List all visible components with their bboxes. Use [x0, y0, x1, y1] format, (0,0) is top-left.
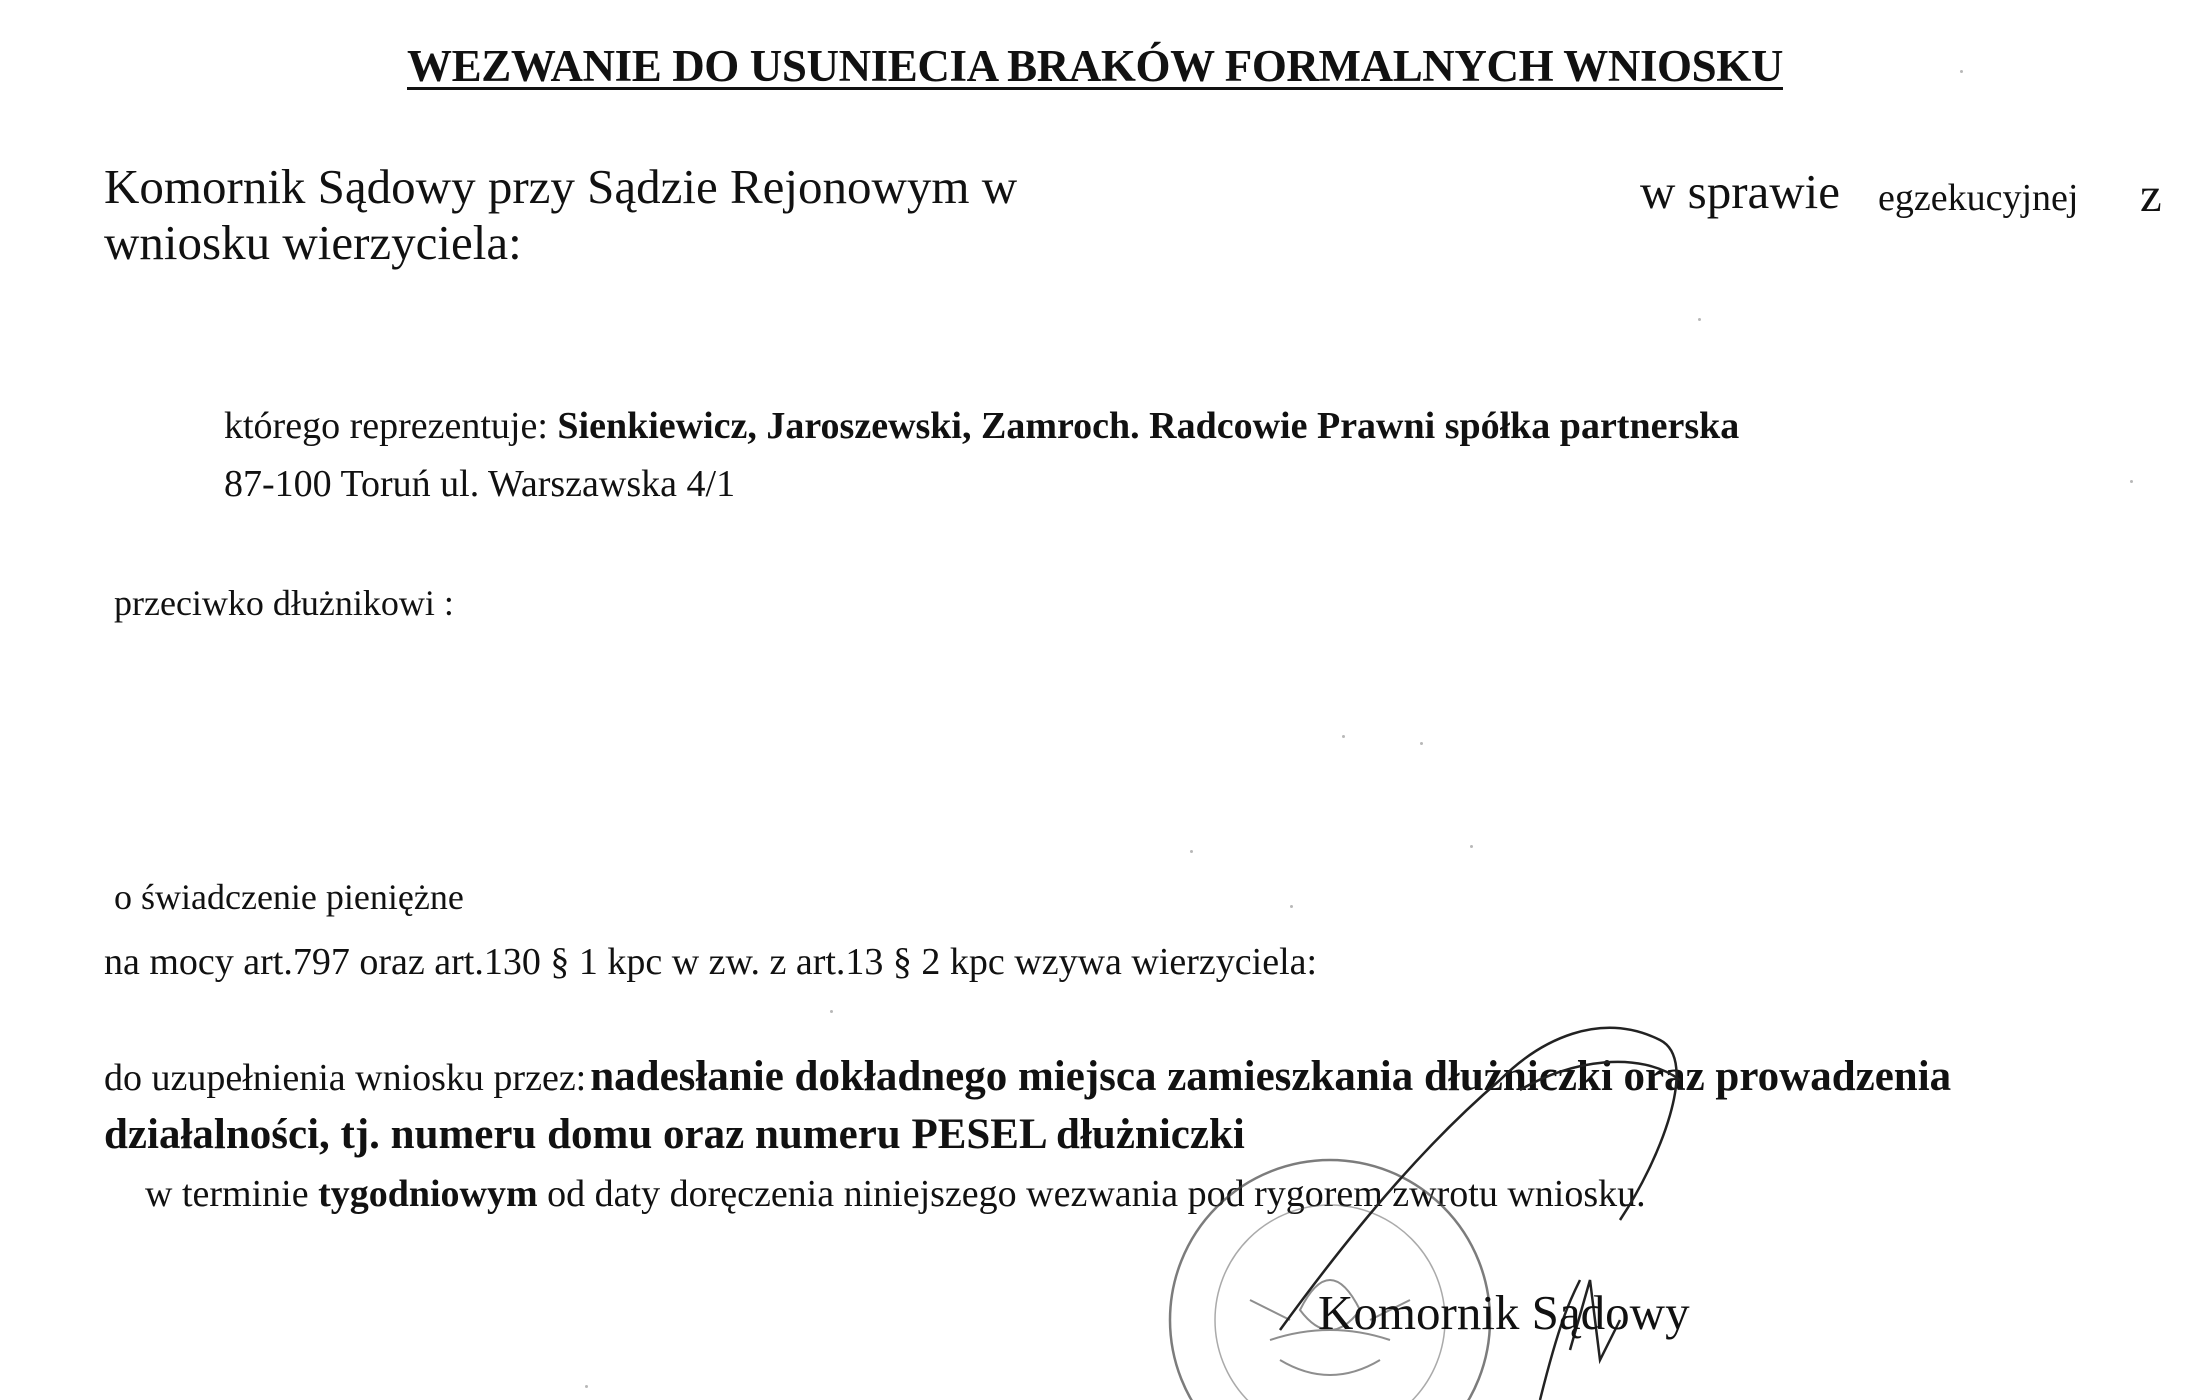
deadline-bold: tygodniowym [318, 1173, 538, 1215]
scan-speck [1698, 318, 1701, 321]
claim-text: o świadczenie pieniężne [114, 877, 464, 917]
header-line1-right-a: w sprawie [1640, 164, 1841, 219]
representative-address: 87-100 Toruń ul. Warszawska 4/1 [224, 463, 736, 505]
scan-speck [1290, 905, 1293, 908]
request-bold-line2: działalności, tj. numeru domu oraz numeru PESEL dłużniczki [104, 1111, 1245, 1158]
scan-speck [1342, 735, 1345, 738]
scan-speck [1470, 845, 1473, 848]
document-title: WEZWANIE DO USUNIECIA BRAKÓW FORMALNYCH WNIOSKU [407, 41, 1783, 91]
header-line1-right-c: z [2140, 167, 2162, 222]
representative-line [224, 404, 1739, 448]
request-bold-line1: nadesłanie dokładnego miejsca zamieszkania dłużniczki oraz prowadzenia [590, 1053, 1952, 1100]
deadline-suffix: od daty doręczenia niniejszego wezwania pod rygorem zwrotu wniosku. [547, 1173, 1646, 1215]
representative-prefix: którego reprezentuje: [224, 405, 548, 447]
request-prefix: do uzupełnienia wniosku przez: [104, 1057, 587, 1099]
against-label: przeciwko dłużnikowi : [114, 583, 454, 623]
scan-speck [585, 1385, 588, 1388]
deadline-prefix: w terminie [145, 1173, 309, 1215]
signature-label: Komornik Sądowy [1318, 1285, 1690, 1340]
official-seal-stamp [1100, 1020, 1800, 1400]
header-line1-left: Komornik Sądowy przy Sądzie Rejonowym w [104, 159, 1018, 214]
scan-speck [830, 1010, 833, 1013]
scan-speck [1190, 850, 1193, 853]
representative-name: Sienkiewicz, Jaroszewski, Zamroch. Radcowie Prawni spółka partnerska [557, 405, 1740, 447]
scan-speck [2130, 480, 2133, 483]
header-line2: wniosku wierzyciela: [104, 215, 522, 270]
header-line1-right-b: egzekucyjnej [1878, 177, 2079, 219]
scan-speck [1960, 70, 1963, 73]
scan-speck [1420, 742, 1423, 745]
legal-basis: na mocy art.797 oraz art.130 § 1 kpc w zw. z art.13 § 2 kpc wzywa wierzyciela: [104, 941, 1318, 983]
